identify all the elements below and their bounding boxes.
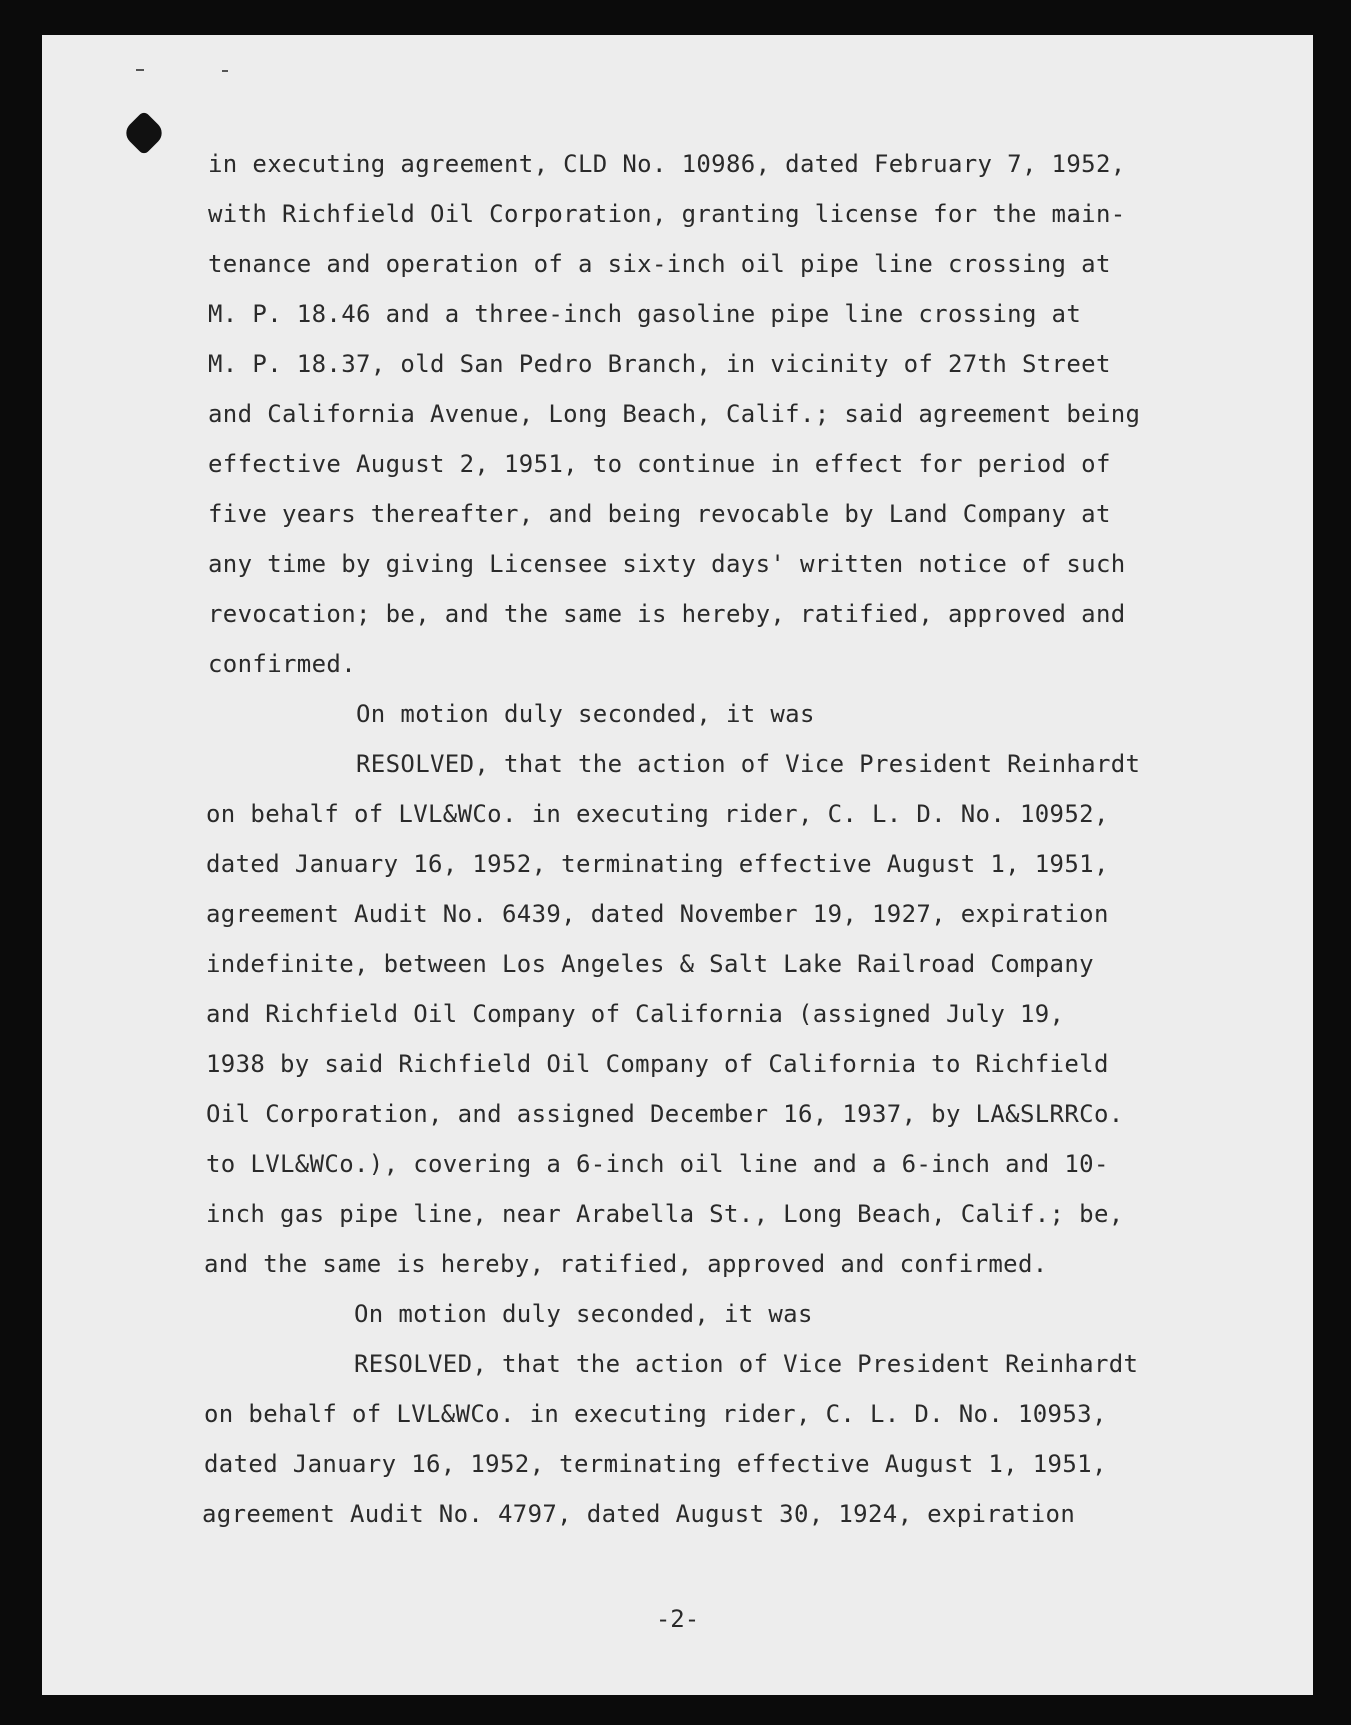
page-number: -2-	[655, 1605, 700, 1633]
text-line: On motion duly seconded, it was	[356, 700, 815, 728]
text-line: and the same is hereby, ratified, approved and confirmed.	[204, 1250, 1048, 1278]
text-line: RESOLVED, that the action of Vice President Reinhardt	[356, 750, 1141, 778]
text-line: with Richfield Oil Corporation, granting license for the main-	[208, 200, 1126, 228]
text-line: and Richfield Oil Company of California (assigned July 19,	[206, 1000, 1065, 1028]
text-line: On motion duly seconded, it was	[354, 1300, 813, 1328]
text-line: in executing agreement, CLD No. 10986, dated February 7, 1952,	[208, 150, 1126, 178]
text-line: RESOLVED, that the action of Vice President Reinhardt	[354, 1350, 1139, 1378]
text-line: M. P. 18.46 and a three-inch gasoline pipe line crossing at	[208, 300, 1082, 328]
text-line: confirmed.	[208, 650, 356, 678]
text-line: and California Avenue, Long Beach, Calif.; said agreement being	[208, 400, 1141, 428]
text-line: dated January 16, 1952, terminating effective August 1, 1951,	[206, 850, 1109, 878]
text-line: M. P. 18.37, old San Pedro Branch, in vicinity of 27th Street	[208, 350, 1111, 378]
text-line: any time by giving Licensee sixty days' written notice of such	[208, 550, 1126, 578]
text-line: five years thereafter, and being revocable by Land Company at	[208, 500, 1111, 528]
text-line: 1938 by said Richfield Oil Company of California to Richfield	[206, 1050, 1109, 1078]
text-line: on behalf of LVL&WCo. in executing rider, C. L. D. No. 10953,	[204, 1400, 1107, 1428]
text-line: tenance and operation of a six-inch oil pipe line crossing at	[208, 250, 1111, 278]
text-line: to LVL&WCo.), covering a 6-inch oil line and a 6-inch and 10-	[206, 1150, 1109, 1178]
document-page	[42, 35, 1313, 1695]
text-line: inch gas pipe line, near Arabella St., Long Beach, Calif.; be,	[206, 1200, 1124, 1228]
text-line: revocation; be, and the same is hereby, ratified, approved and	[208, 600, 1126, 628]
text-line: indefinite, between Los Angeles & Salt Lake Railroad Company	[206, 950, 1094, 978]
text-line: agreement Audit No. 4797, dated August 30, 1924, expiration	[202, 1500, 1076, 1528]
document-body	[42, 35, 1313, 1695]
text-line: effective August 2, 1951, to continue in effect for period of	[208, 450, 1111, 478]
text-line: agreement Audit No. 6439, dated November 19, 1927, expiration	[206, 900, 1109, 928]
text-line: dated January 16, 1952, terminating effective August 1, 1951,	[204, 1450, 1107, 1478]
text-line: Oil Corporation, and assigned December 16, 1937, by LA&SLRRCo.	[206, 1100, 1124, 1128]
text-line: on behalf of LVL&WCo. in executing rider, C. L. D. No. 10952,	[206, 800, 1109, 828]
